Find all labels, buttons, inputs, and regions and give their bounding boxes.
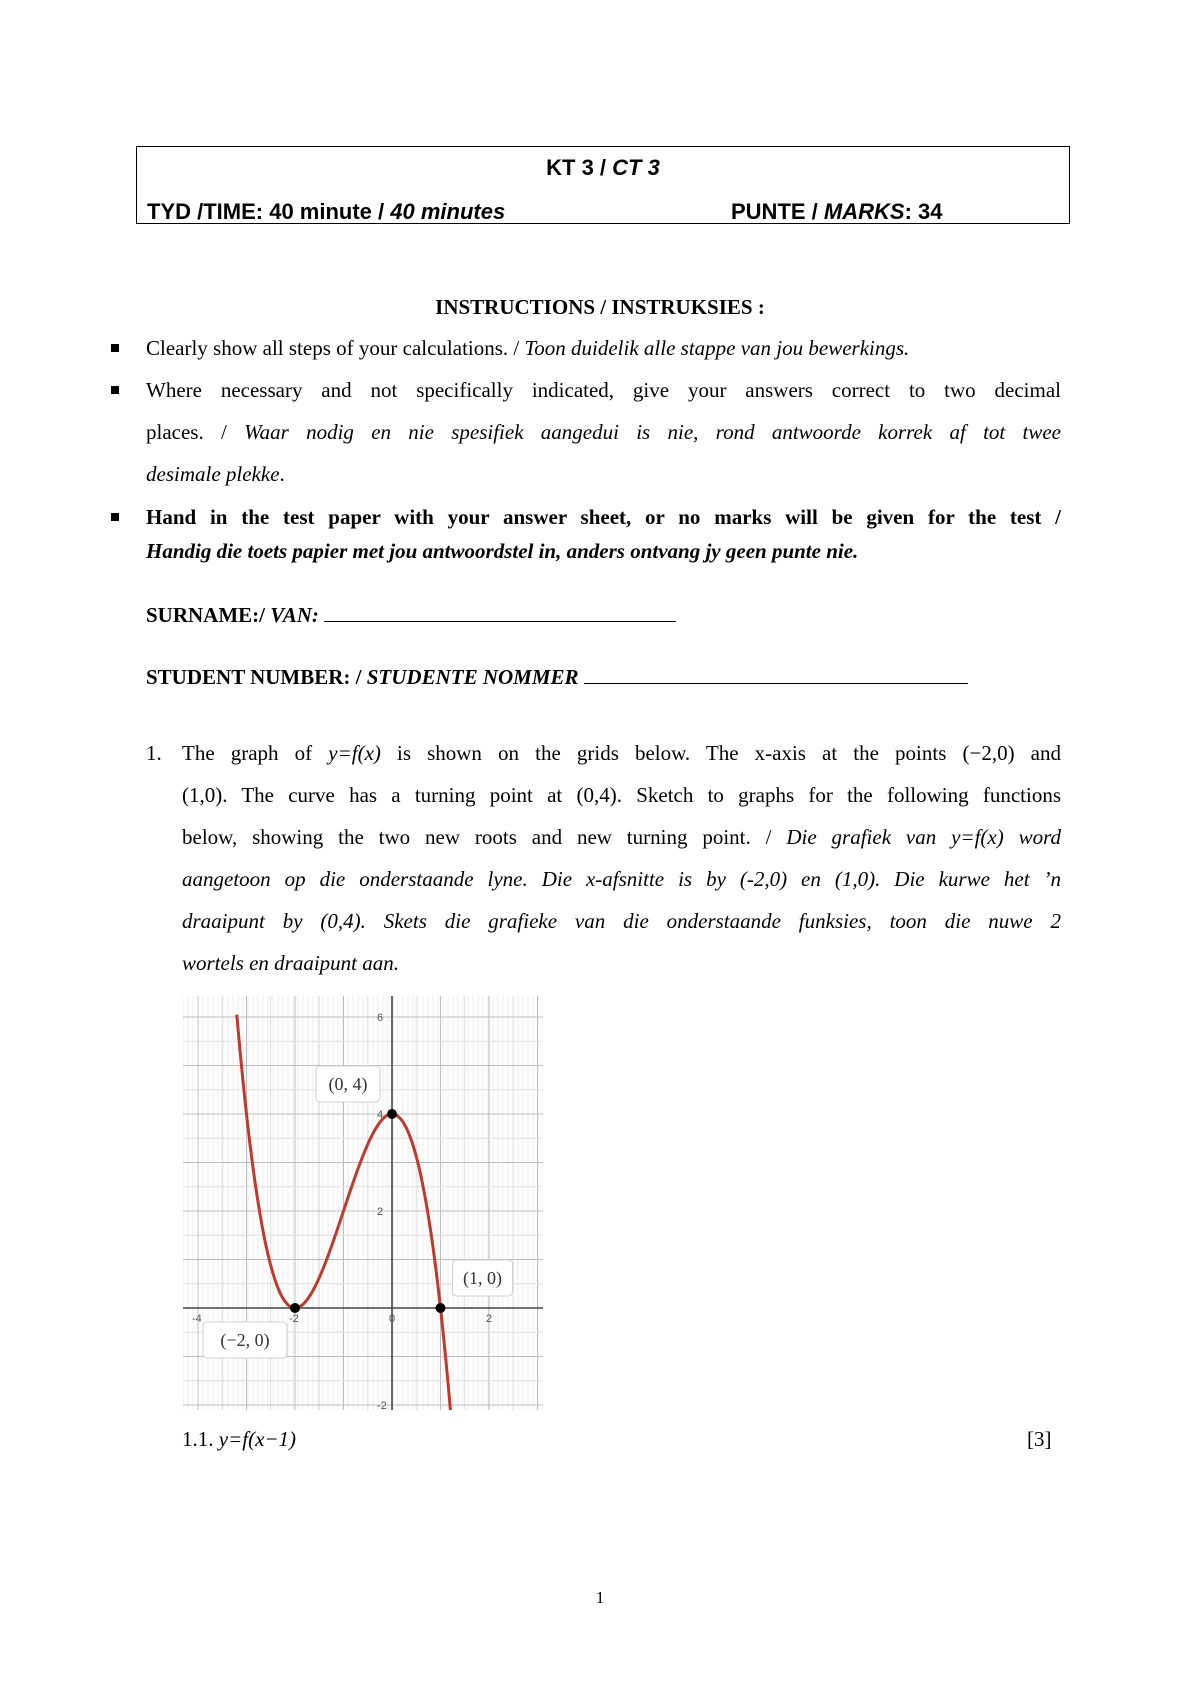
instruction-2-line2 bbox=[146, 411, 1061, 453]
y-tick-label: -2 bbox=[377, 1400, 387, 1410]
question-1-line6: wortels en draaipunt aan. bbox=[182, 951, 400, 975]
student-label: STUDENT NUMBER: / bbox=[146, 665, 367, 689]
point-label: (−2, 0) bbox=[220, 1330, 270, 1350]
point-label: (1, 0) bbox=[463, 1268, 502, 1288]
q1-l3-word: word bbox=[1018, 825, 1062, 849]
instruction-1-en: Clearly show all steps of your calculations. / bbox=[146, 336, 525, 360]
question-1-line5 bbox=[182, 900, 1061, 942]
subquestion-marks: [3] bbox=[1027, 1427, 1052, 1451]
instruction-1-af: Toon duidelik alle stappe van jou bewerkings. bbox=[524, 336, 910, 360]
y-tick-label: 6 bbox=[377, 1012, 384, 1024]
time-label bbox=[147, 199, 505, 225]
q1-text-b: is shown on the grids below. The x-axis at the points (−2,0) and bbox=[380, 741, 1061, 765]
surname-field bbox=[146, 594, 676, 636]
bullet-icon bbox=[111, 513, 119, 521]
question-1-line1 bbox=[182, 732, 1061, 774]
q1-l3-math: y=f(x) bbox=[951, 825, 1004, 849]
question-1-number: 1. bbox=[146, 741, 162, 765]
title-english: CT 3 bbox=[612, 155, 660, 180]
question-1-line4: aangetoon op die onderstaande lyne. Die x-afsnitte is by (-2,0) en (1,0). Die kurwe het ’n bbox=[182, 867, 1061, 891]
bullet-icon bbox=[111, 386, 119, 394]
title-afrikaans: KT 3 / bbox=[546, 155, 613, 180]
time-english: 40 minutes bbox=[390, 199, 506, 224]
q1-l3-af: Die grafiek van bbox=[786, 825, 952, 849]
y-tick-label: 4 bbox=[377, 1109, 384, 1121]
q1-l5-a: draaipunt by (0,4) bbox=[182, 909, 361, 933]
x-tick-label: -2 bbox=[289, 1313, 299, 1325]
x-tick-label: -4 bbox=[192, 1313, 202, 1325]
graph-point bbox=[436, 1303, 446, 1313]
q1-text: The graph of bbox=[182, 741, 329, 765]
instruction-2-en: places. / bbox=[146, 420, 245, 444]
subquestion-math: y=f(x−1) bbox=[218, 1427, 297, 1451]
marks-value: : 34 bbox=[904, 199, 943, 224]
bullet-icon bbox=[111, 344, 119, 352]
marks-english: MARKS bbox=[823, 199, 905, 224]
question-1-line2: (1,0). The curve has a turning point at (0,4). Sketch to graphs for the following functions bbox=[182, 783, 1061, 807]
surname-input-line[interactable] bbox=[324, 605, 676, 622]
instruction-2-period: . bbox=[279, 462, 285, 486]
y-tick-label: 2 bbox=[377, 1206, 384, 1218]
header-box bbox=[136, 146, 1070, 224]
surname-label-af: VAN: bbox=[270, 603, 319, 627]
subquestion-number: 1.1. bbox=[182, 1427, 214, 1451]
x-tick-label: 0 bbox=[389, 1313, 396, 1325]
function-graph bbox=[183, 996, 543, 1410]
student-number-input-line[interactable] bbox=[584, 667, 968, 684]
q1-l5-b: . Skets die grafieke van die onderstaande funksies, toon die nuwe 2 bbox=[360, 909, 1061, 933]
instruction-2-af: Waar nodig en nie spesifiek aangedui is nie, rond antwoorde korrek af tot twee bbox=[244, 420, 1061, 444]
graph-point bbox=[387, 1109, 397, 1119]
marks-label bbox=[731, 199, 943, 225]
instruction-3-af: Handig die toets papier met jou antwoordstel in, anders ontvang jy geen punte nie. bbox=[146, 539, 859, 563]
instruction-1 bbox=[146, 327, 909, 369]
surname-label: SURNAME:/ bbox=[146, 603, 271, 627]
subquestion-1-1 bbox=[182, 1418, 296, 1460]
instruction-2-line3 bbox=[146, 453, 285, 495]
time-afrikaans: TYD /TIME: 40 minute / bbox=[147, 199, 391, 224]
student-label-af: STUDENTE NOMMER bbox=[366, 665, 579, 689]
graph-point bbox=[290, 1303, 300, 1313]
instruction-3-en: Hand in the test paper with your answer sheet, or no marks will be given for the test / bbox=[146, 505, 1061, 529]
page-number: 1 bbox=[595, 1588, 605, 1607]
instructions-heading: INSTRUCTIONS / INSTRUKSIES : bbox=[435, 295, 765, 319]
q1-l3-en: below, showing the two new roots and new turning point. / bbox=[182, 825, 787, 849]
question-1-line3 bbox=[182, 816, 1061, 858]
instruction-2-line1: Where necessary and not specifically indicated, give your answers correct to two decimal bbox=[146, 378, 1061, 402]
test-title bbox=[137, 155, 1069, 181]
instruction-2-af-end: desimale plekke bbox=[146, 462, 280, 486]
marks-afrikaans: PUNTE / bbox=[731, 199, 824, 224]
x-tick-label: 2 bbox=[486, 1313, 493, 1325]
point-label: (0, 4) bbox=[328, 1074, 368, 1094]
q1-math: y=f(x) bbox=[328, 741, 381, 765]
student-number-field bbox=[146, 656, 968, 698]
